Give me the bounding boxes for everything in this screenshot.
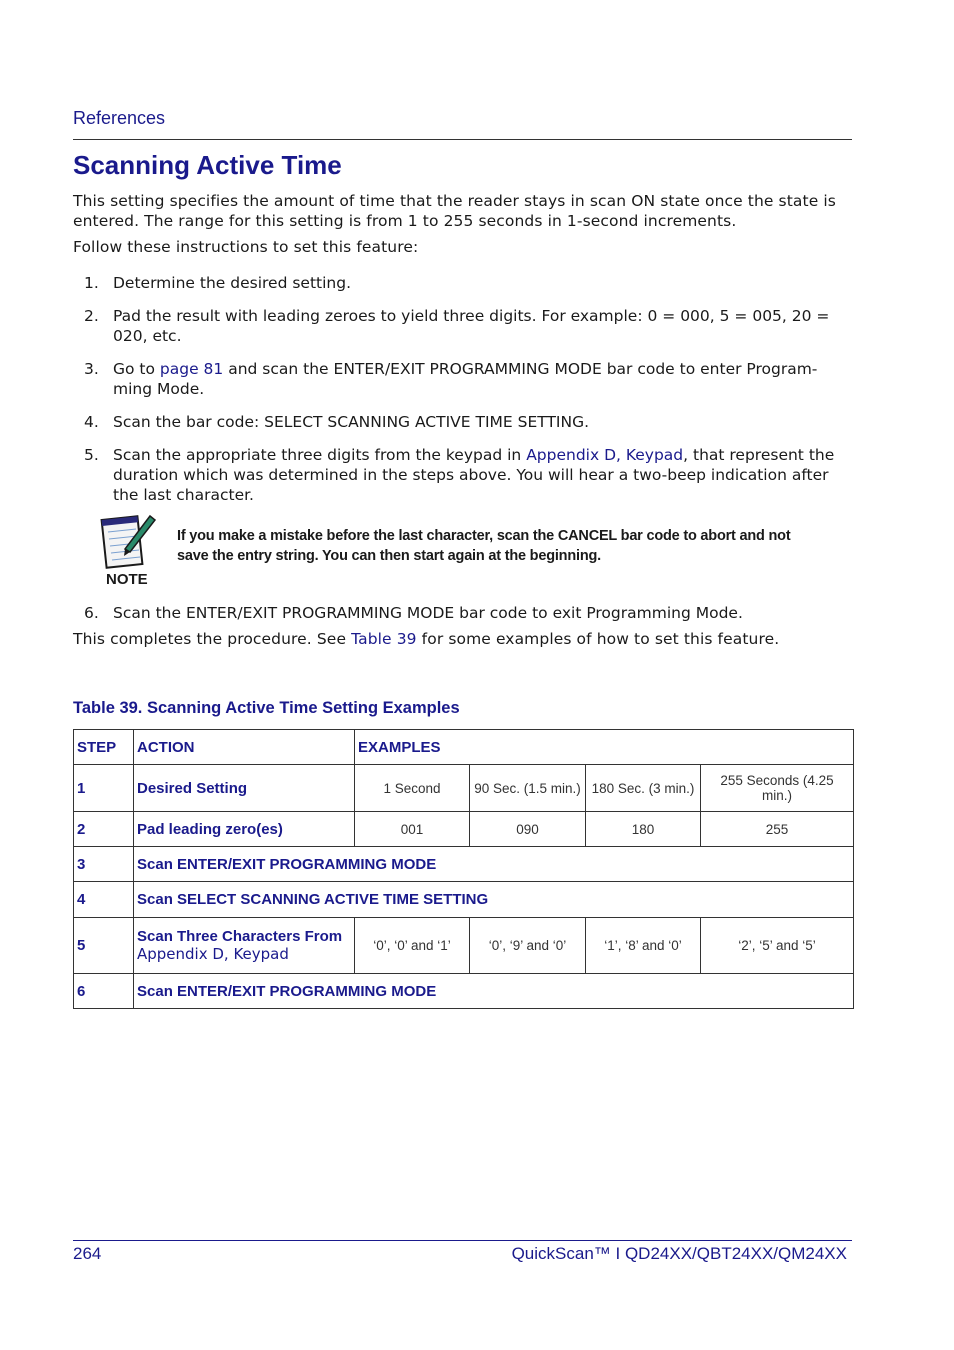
step-number: 6. — [84, 604, 99, 622]
step-text-post: , that represent the duration which was determined in the steps above. You will hear a two-beep indication after the last character. — [113, 446, 835, 504]
step-text: Pad the result with leading zeroes to yield three digits. For example: 0 = 000, 5 = 005, 20 = 020, etc. — [113, 307, 830, 345]
step-text: Scan the ENTER/EXIT PROGRAMMING MODE bar code to exit Programming Mode. — [113, 604, 743, 622]
step-text-pre: Scan the appropriate three digits from the keypad in — [113, 446, 527, 464]
step-text — [113, 359, 853, 399]
appendix-d-keypad-link[interactable]: Appendix D, Keypad — [526, 446, 684, 464]
row-step: 3 — [74, 847, 134, 882]
row-value: 255 Seconds (4.25 min.) — [701, 765, 854, 812]
completion-post: for some examples of how to set this feature. — [416, 630, 780, 648]
header-examples: EXAMPLES — [355, 730, 854, 765]
header-step: STEP — [74, 730, 134, 765]
step-text: Determine the desired setting. — [113, 274, 351, 292]
row-value: ‘0’, ‘0’ and ‘1’ — [355, 918, 470, 974]
note-callout — [98, 512, 818, 592]
row-step: 6 — [74, 974, 134, 1009]
row-step: 1 — [74, 765, 134, 812]
step-number: 2. — [84, 307, 99, 325]
table-row — [74, 882, 854, 918]
step-number: 4. — [84, 413, 99, 431]
section-header: References — [73, 108, 166, 128]
header-action: ACTION — [134, 730, 355, 765]
table-header-row — [74, 730, 854, 765]
completion-pre: This completes the procedure. See — [73, 630, 352, 648]
page-title: Scanning Active Time — [73, 150, 342, 180]
step-number: 3. — [84, 360, 99, 378]
row-value: 255 — [701, 812, 854, 847]
row-value: 90 Sec. (1.5 min.) — [470, 765, 586, 812]
step-text: Scan the bar code: SELECT SCANNING ACTIVE TIME SETTING. — [113, 413, 590, 431]
completion-paragraph — [73, 629, 853, 649]
product-name: QuickScan™ I QD24XX/QBT24XX/QM24XX — [511, 1244, 847, 1263]
step-number: 5. — [84, 446, 99, 464]
row-value: 1 Second — [355, 765, 470, 812]
row-action: Desired Setting — [134, 765, 355, 812]
step-text — [113, 445, 853, 505]
table-row — [74, 847, 854, 882]
table-caption: Table 39. Scanning Active Time Setting Examples — [73, 699, 460, 717]
appendix-d-keypad-link[interactable]: Appendix D, Keypad — [137, 945, 289, 963]
row-value: ‘0’, ‘9’ and ‘0’ — [470, 918, 586, 974]
row-action — [134, 918, 355, 974]
header-divider — [73, 139, 852, 140]
table-row — [74, 812, 854, 847]
row-action: Scan ENTER/EXIT PROGRAMMING MODE — [134, 974, 854, 1009]
step-text-pre: Go to — [113, 360, 160, 378]
row-step: 2 — [74, 812, 134, 847]
row-action: Scan ENTER/EXIT PROGRAMMING MODE — [134, 847, 854, 882]
row-value: 180 Sec. (3 min.) — [586, 765, 701, 812]
instructions-lead: Follow these instructions to set this feature: — [73, 238, 419, 256]
step-number: 1. — [84, 274, 99, 292]
note-text: If you make a mistake before the last character, scan the CANCEL bar code to abort and not save the entry string. You can then start again at the beginning. — [177, 528, 791, 564]
note-label: NOTE — [106, 571, 148, 588]
step-text-post: and scan the ENTER/EXIT PROGRAMMING MODE bar code to enter Program-ming Mode. — [113, 360, 818, 398]
intro-paragraph: This setting specifies the amount of time that the reader stays in scan ON state once the state is entered. The range for this setting is from 1 to 255 seconds in 1-second increments. — [73, 192, 836, 230]
row-value: 090 — [470, 812, 586, 847]
page-number: 264 — [73, 1244, 102, 1263]
notepad-pen-icon — [98, 512, 158, 572]
row-action-text: Scan Three Characters From — [137, 928, 343, 945]
row-action: Scan SELECT SCANNING ACTIVE TIME SETTING — [134, 882, 854, 918]
row-value: 001 — [355, 812, 470, 847]
row-step: 5 — [74, 918, 134, 974]
page-81-link[interactable]: page 81 — [159, 360, 224, 378]
table-row — [74, 918, 854, 974]
table-row — [74, 974, 854, 1009]
table-row — [74, 765, 854, 812]
row-value: ‘2’, ‘5’ and ‘5’ — [701, 918, 854, 974]
table-39-link[interactable]: Table 39 — [351, 630, 417, 648]
settings-examples-table — [73, 729, 854, 1009]
footer-divider — [73, 1240, 852, 1241]
row-value: 180 — [586, 812, 701, 847]
row-action: Pad leading zero(es) — [134, 812, 355, 847]
row-step: 4 — [74, 882, 134, 918]
row-value: ‘1’, ‘8’ and ‘0’ — [586, 918, 701, 974]
